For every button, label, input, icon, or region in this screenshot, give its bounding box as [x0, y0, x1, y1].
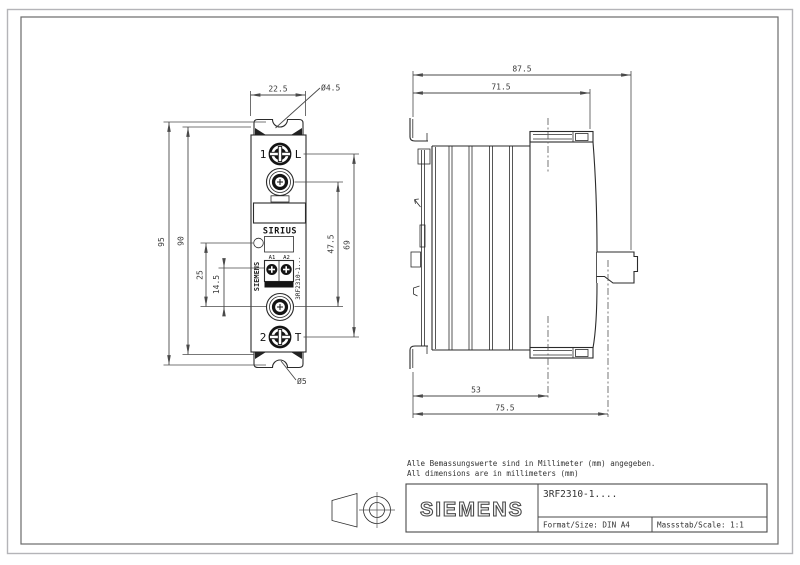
drawing-frame — [21, 17, 778, 544]
clamp-terminal-top — [267, 169, 294, 203]
front-face-edge-upper — [593, 142, 597, 252]
dim-clamp-span: 47.5 — [326, 234, 336, 254]
coil-terminal-block — [265, 261, 294, 288]
coil-label-a1: A1 — [268, 254, 276, 261]
marking-window — [265, 237, 294, 253]
front-view-dimensions — [157, 83, 359, 387]
vertical-model-label: 3RF2310-1... — [295, 256, 302, 300]
side-view — [410, 118, 638, 417]
siemens-logo: SIEMENS — [419, 499, 525, 521]
clip-detail-top — [418, 149, 430, 164]
notes — [407, 459, 655, 478]
projection-symbol — [332, 492, 395, 528]
clip-release-arrow — [415, 199, 421, 207]
label-window — [254, 203, 306, 223]
clamp-terminal-bottom — [267, 294, 294, 321]
dim-overall-height: 95 — [157, 237, 166, 247]
dim-mounting-height: 90 — [176, 236, 186, 246]
front-view — [251, 120, 306, 368]
terminal-2-number: 2 — [259, 330, 267, 344]
side-view-dimensions — [413, 65, 631, 419]
dim-bottom-hole: Ø5 — [297, 377, 307, 386]
dim-rail-to-terminal: 75.5 — [495, 403, 515, 413]
front-face-edge-lower — [593, 283, 597, 348]
note-line-german: Alle Bemassungswerte sind in Millimeter (mm) angegeben. — [407, 459, 656, 468]
screw-terminal-2 — [270, 327, 291, 347]
dim-rail-to-axis: 53 — [471, 385, 481, 395]
terminal-2-letter: T — [294, 330, 302, 344]
bottom-tab-left-shoulder — [255, 352, 266, 359]
mounting-flange-top — [530, 132, 593, 143]
dim-width: 22.5 — [268, 84, 288, 94]
status-led — [254, 238, 264, 248]
top-tab-right-shoulder — [291, 128, 302, 135]
part-number: 3RF2310-1.... — [543, 489, 618, 500]
clip-detail-hook — [414, 286, 420, 296]
heatsink-fins — [449, 147, 513, 350]
load-terminal-block — [597, 252, 638, 283]
terminal-1-letter: L — [294, 147, 302, 161]
dim-overall-depth: 87.5 — [512, 64, 532, 74]
sirius-label: SIRIUS — [262, 226, 298, 237]
vertical-brand-label: SIEMENS — [253, 261, 261, 292]
dim-body-depth: 71.5 — [491, 82, 511, 92]
page-edge-border — [8, 10, 793, 554]
dim-coil-span: 14.5 — [212, 274, 221, 295]
top-tab-left-shoulder — [255, 128, 266, 135]
projection-cone — [332, 494, 357, 528]
terminal-1-number: 1 — [259, 147, 267, 161]
mounting-flange-bottom — [530, 348, 593, 359]
title-block — [406, 484, 767, 532]
coil-label-a2: A2 — [283, 254, 290, 261]
dim-top-hole: Ø4.5 — [321, 83, 341, 93]
clip-detail-tab — [411, 252, 421, 267]
dim-led-span: 25 — [195, 270, 205, 280]
device-body-front — [251, 135, 306, 352]
dim-screw-span: 69 — [342, 240, 352, 250]
bottom-tab-right-shoulder — [291, 352, 302, 359]
screw-terminal-1 — [270, 144, 291, 164]
format-field: Format/Size: DIN A4 — [543, 520, 630, 530]
note-line-english: All dimensions are in millimeters (mm) — [407, 468, 579, 478]
scale-field: Massstab/Scale: 1:1 — [657, 520, 744, 530]
